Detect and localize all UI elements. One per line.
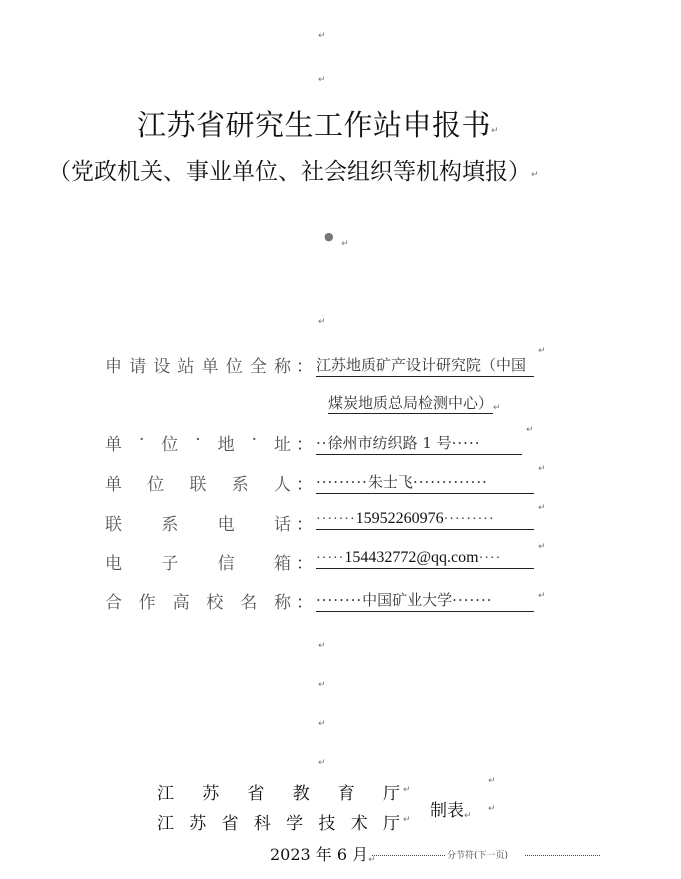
- label-contact-phone: 联 系 电 话: [105, 515, 291, 535]
- value-applicant-unit-cont: 煤炭地质总局检测中心）↵: [328, 394, 501, 413]
- date-text: 2023 年 6 月: [270, 845, 369, 864]
- label-partner-university: 合 作 高 校 名 称: [105, 593, 291, 613]
- date-line: 2023 年 6 月↵: [270, 845, 376, 865]
- paragraph-mark: ↵: [318, 317, 326, 327]
- paragraph-mark: ↵: [318, 31, 326, 41]
- paragraph-mark: ↵: [318, 758, 326, 768]
- document-title: 江苏省研究生工作站申报书↵: [137, 108, 500, 142]
- value-unit-address: ··徐州市纺织路 1 号·····: [316, 432, 522, 455]
- colon: ：: [296, 357, 313, 377]
- issuer-suffix: 制表↵: [430, 801, 472, 821]
- paragraph-mark: ↵: [318, 75, 326, 85]
- value-email: ·····154432772@qq.com····: [316, 549, 534, 569]
- label-unit-address: 单 · 位 · 地 · 址: [105, 430, 291, 455]
- issuer-education-dept: 江 苏 省 教 育 厅: [157, 784, 400, 804]
- label-contact-person: 单 位 联 系 人: [105, 475, 291, 495]
- value-contact-phone: ·······15952260976·········: [316, 510, 534, 530]
- paragraph-mark: ↵: [318, 641, 326, 651]
- paragraph-mark: ↵: [318, 719, 326, 729]
- label-email: 电 子 信 箱: [105, 554, 291, 574]
- section-break-label: 分节符(下一页): [447, 851, 509, 861]
- colon: ：: [296, 475, 313, 495]
- colon: ：: [296, 515, 313, 535]
- colon: ：: [296, 554, 313, 574]
- section-break-line-left: [372, 855, 445, 856]
- issuer-science-dept: 江 苏 省 科 学 技 术 厅: [157, 814, 400, 834]
- paragraph-mark: ↵: [318, 680, 326, 690]
- bullet-icon: ●: [324, 230, 334, 243]
- colon: ：: [296, 593, 313, 613]
- section-break-line-right: [525, 855, 600, 856]
- bullet-line: ● $_↵$: [324, 230, 349, 249]
- value-contact-person: ·········朱士飞·············: [316, 471, 534, 494]
- value-partner-university: ········中国矿业大学·······: [316, 589, 534, 612]
- label-applicant-unit: 申 请 设 站 单 位 全 称: [105, 357, 291, 377]
- value-applicant-unit: 江苏地质矿产设计研究院（中国: [316, 354, 534, 377]
- document-subtitle: （党政机关、事业单位、社会组织等机构填报）↵: [48, 159, 539, 185]
- colon: ：: [296, 435, 313, 455]
